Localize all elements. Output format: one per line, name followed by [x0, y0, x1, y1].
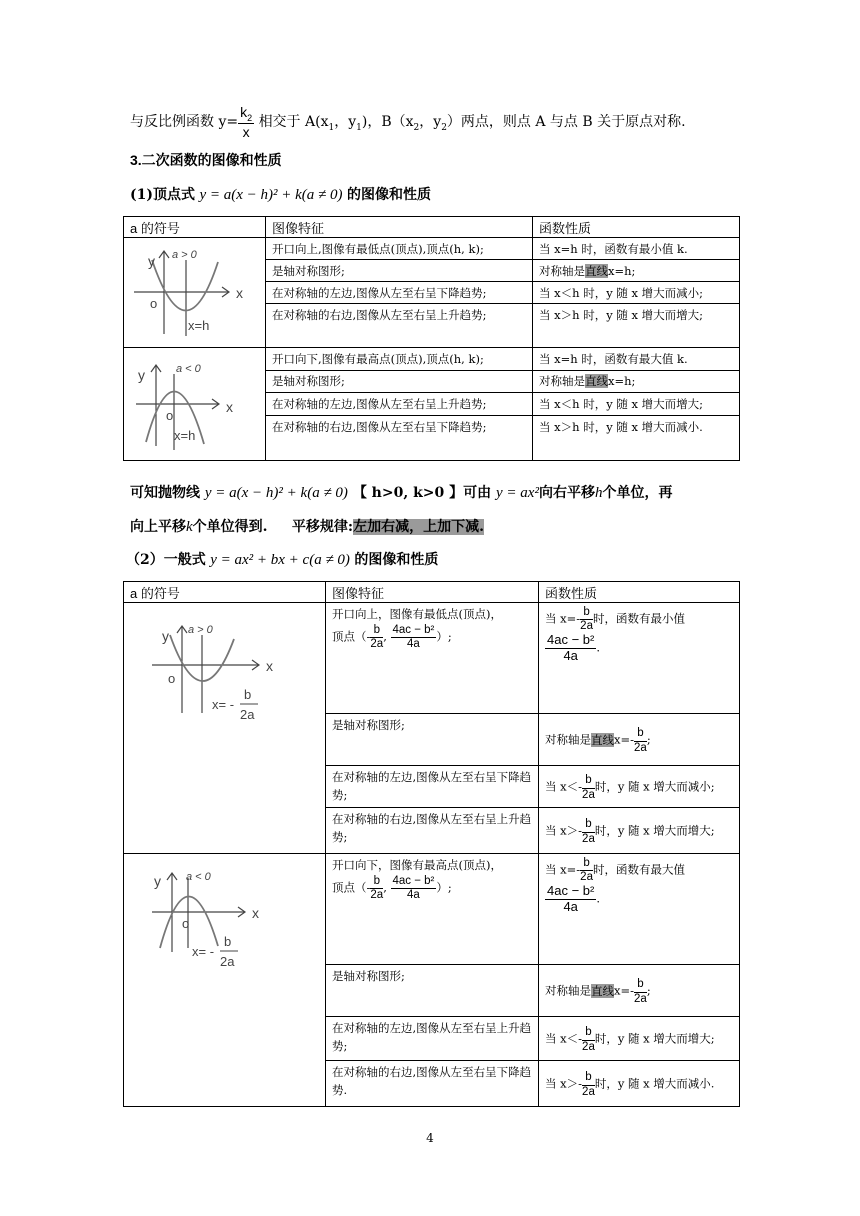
shift-formula-base: y = ax²: [496, 485, 539, 501]
highlight: 直线: [591, 733, 614, 747]
table-row: [124, 348, 740, 371]
header-graph-feature: 图像特征: [326, 582, 539, 603]
property-cell: 当 x＞- $\frac{b}{2a}$ 时，y 随 x 增大而增大;: [539, 808, 740, 854]
fraction-b-2a: $\frac{b}{2a}$: [582, 774, 595, 801]
graph-origin-label: o: [166, 408, 174, 423]
graph-a-label: a < 0: [176, 363, 201, 375]
fraction-b-2a: $\frac{b}{2a}$: [634, 727, 647, 754]
graph-a-label: a > 0: [188, 624, 213, 636]
intro-intersect: 相交于: [258, 114, 301, 131]
graph-y-label: y: [154, 873, 161, 889]
feature-cell: 开口向下,图像有最高点(顶点),顶点(h, k);: [266, 348, 533, 371]
feature-cell: 开口向上,图像有最低点(顶点),顶点(h, k);: [266, 238, 533, 260]
graph-axis-label: x=h: [174, 428, 196, 443]
property-cell: 对称轴是直线x=- $\frac{b}{2a}$ ;: [539, 965, 740, 1017]
feature-cell: 在对称轴的左边,图像从左至右呈下降趋势;: [326, 766, 539, 808]
graph-axis-label: x= -: [212, 697, 235, 712]
header-graph-feature: 图像特征: [266, 217, 533, 238]
point-a: $A(x_1$，$y_1$): [305, 114, 368, 133]
fraction-4ac-b2-4a: $\frac{\text{4ac − b²}}{4a}$: [547, 883, 595, 915]
graph-axis-b: b: [244, 687, 252, 702]
property-cell: 当 x＜- $\frac{b}{2a}$ 时，y 随 x 增大而减小;: [539, 766, 740, 808]
graph-x-label: x: [266, 658, 273, 674]
graph-y-label: y: [162, 628, 169, 644]
graph-a-label: a > 0: [172, 249, 197, 261]
table-header-row: [124, 217, 740, 238]
property-cell: 当 x=h 时，函数有最大值 k.: [533, 348, 740, 371]
vertex-form-formula: y = a(x − h)² + k(a ≠ 0): [199, 187, 343, 203]
graph-cell-a-positive: [124, 238, 266, 348]
highlight: 直线: [585, 263, 608, 278]
point-b: ，$B(x_2$，$y_2$）两点，则点 A 与点 B 关于原点对称.: [367, 114, 686, 133]
property-cell: 当 x＜h 时，y 随 x 增大而增大;: [533, 393, 740, 416]
graph-origin-label: o: [168, 671, 176, 686]
general-form-formula: y = ax² + bx + c(a ≠ 0): [210, 552, 350, 568]
feature-cell: 在对称轴的左边,图像从左至右呈下降趋势;: [266, 282, 533, 304]
subsection-1-title: (1)顶点式 y = a(x − h)² + k(a ≠ 0) 的图像和性质: [130, 187, 431, 203]
feature-cell: 在对称轴的左边,图像从左至右呈上升趋势;: [266, 393, 533, 416]
shift-rule-label: 平移规律:: [291, 519, 354, 535]
graph-x-label: x: [226, 399, 233, 415]
property-cell: 当 x＞h 时，y 随 x 增大而增大;: [533, 304, 740, 348]
header-function-property: 函数性质: [539, 582, 740, 603]
fraction-b-2a: $\frac{b}{2a}$: [370, 623, 384, 651]
intro-line: [130, 104, 686, 140]
fraction-b-2a: $\frac{b}{2a}$: [634, 978, 647, 1005]
fraction-b-2a: $\frac{b}{2a}$: [582, 818, 595, 845]
feature-cell: 在对称轴的右边,图像从左至右呈下降趋势;: [266, 415, 533, 460]
header-function-property: 函数性质: [533, 217, 740, 238]
feature-cell: 是轴对称图形;: [266, 260, 533, 282]
shift-formula: y = a(x − h)² + k(a ≠ 0): [204, 485, 348, 501]
feature-cell: 是轴对称图形;: [326, 965, 539, 1017]
parabola-up-graph: [126, 605, 316, 735]
parabola-down-graph: [126, 350, 256, 454]
property-cell: 当 x=h 时，函数有最小值 k.: [533, 238, 740, 260]
highlight: 直线: [585, 374, 608, 389]
table-header-row: [124, 582, 740, 603]
fraction-4ac-b2-4a: $\frac{\text{4ac − b²}}{4a}$: [392, 874, 435, 902]
page-number: 4: [426, 1131, 434, 1145]
feature-cell: 开口向下，图像有最高点(顶点)， 顶点（- $\frac{b}{2a}$ , $\frac{\text{4ac − b²}}{4a}$ ）;: [326, 854, 539, 965]
graph-axis-2a: 2a: [240, 707, 255, 722]
feature-cell: 是轴对称图形;: [326, 714, 539, 766]
graph-cell-a-negative: [124, 854, 326, 1107]
vertex-form-table: [123, 216, 740, 461]
graph-axis-label: x= -: [192, 944, 215, 959]
shift-line-1: 可知抛物线 y = a(x − h)² + k(a ≠ 0) 【 h>0, k>0 】可由 y = ax²向右平移h个单位，再: [130, 485, 673, 501]
parabola-down-graph: [126, 856, 316, 986]
property-cell: 当 x＞h 时，y 随 x 增大而减小.: [533, 415, 740, 460]
fraction-b-2a: $\frac{b}{2a}$: [582, 1071, 595, 1098]
feature-cell: 开口向上，图像有最低点(顶点)， 顶点（- $\frac{b}{2a}$ , $\frac{\text{4ac − b²}}{4a}$ ）;: [326, 603, 539, 714]
property-cell: 对称轴是直线x=h;: [533, 260, 740, 282]
feature-cell: 在对称轴的右边,图像从左至右呈下降趋势.: [326, 1061, 539, 1107]
k2-over-x-fraction: $\frac{k_2}{x}$: [240, 104, 253, 141]
fraction-b-2a: $\frac{b}{2a}$: [580, 606, 593, 633]
feature-cell: 在对称轴的右边,图像从左至右呈上升趋势;: [326, 808, 539, 854]
header-a-sign: a 的符号: [124, 217, 266, 238]
fraction-b-2a: $\frac{b}{2a}$: [370, 874, 384, 902]
property-cell: 当 x＜h 时，y 随 x 增大而减小;: [533, 282, 740, 304]
fraction-b-2a: $\frac{b}{2a}$: [582, 1026, 595, 1053]
graph-x-label: x: [236, 285, 243, 301]
intro-y: y=: [218, 114, 239, 131]
graph-cell-a-negative: [124, 348, 266, 461]
graph-origin-label: o: [182, 916, 190, 931]
header-a-sign: a 的符号: [124, 582, 326, 603]
feature-cell: 在对称轴的右边,图像从左至右呈上升趋势;: [266, 304, 533, 348]
graph-a-label: a < 0: [186, 871, 211, 883]
fraction-b-2a: $\frac{b}{2a}$: [580, 857, 593, 884]
subsection-2-title: （2）一般式 y = ax² + bx + c(a ≠ 0) 的图像和性质: [126, 552, 439, 568]
property-cell: 当 x＞- $\frac{b}{2a}$ 时，y 随 x 增大而减小.: [539, 1061, 740, 1107]
shift-line-2: 向上平移k个单位得到. 平移规律:左加右减，上加下减.: [130, 519, 484, 535]
graph-x-label: x: [252, 905, 259, 921]
table-row: [124, 854, 740, 965]
property-cell: 对称轴是直线x=- $\frac{b}{2a}$ ;: [539, 714, 740, 766]
fraction-4ac-b2-4a: $\frac{\text{4ac − b²}}{4a}$: [392, 623, 435, 651]
fraction-4ac-b2-4a: $\frac{\text{4ac − b²}}{4a}$: [547, 632, 595, 664]
graph-y-label: y: [148, 253, 155, 269]
graph-axis-label: x=h: [188, 318, 210, 333]
table-row: [124, 603, 740, 714]
section-3-title: 3.二次函数的图像和性质: [130, 152, 282, 168]
graph-axis-b: b: [224, 934, 232, 949]
shift-rule-highlight: 左加右减，上加下减.: [353, 519, 484, 535]
graph-cell-a-positive: [124, 603, 326, 854]
feature-cell: 在对称轴的左边,图像从左至右呈上升趋势;: [326, 1017, 539, 1061]
general-form-table: [123, 581, 740, 1107]
graph-y-label: y: [138, 367, 145, 383]
graph-axis-2a: 2a: [220, 954, 235, 969]
table-row: [124, 238, 740, 260]
parabola-up-graph: [126, 240, 256, 340]
property-cell: 当 x=- $\frac{b}{2a}$ 时，函数有最大值 $\frac{\text{4ac − b²}}{4a}$ .: [539, 854, 740, 965]
property-cell: 当 x＜- $\frac{b}{2a}$ 时，y 随 x 增大而增大;: [539, 1017, 740, 1061]
intro-text: 与反比例函数: [130, 114, 214, 131]
highlight: 直线: [591, 984, 614, 998]
property-cell: 当 x=- $\frac{b}{2a}$ 时，函数有最小值 $\frac{\text{4ac − b²}}{4a}$ .: [539, 603, 740, 714]
graph-origin-label: o: [150, 296, 158, 311]
feature-cell: 是轴对称图形;: [266, 370, 533, 393]
property-cell: 对称轴是直线x=h;: [533, 370, 740, 393]
